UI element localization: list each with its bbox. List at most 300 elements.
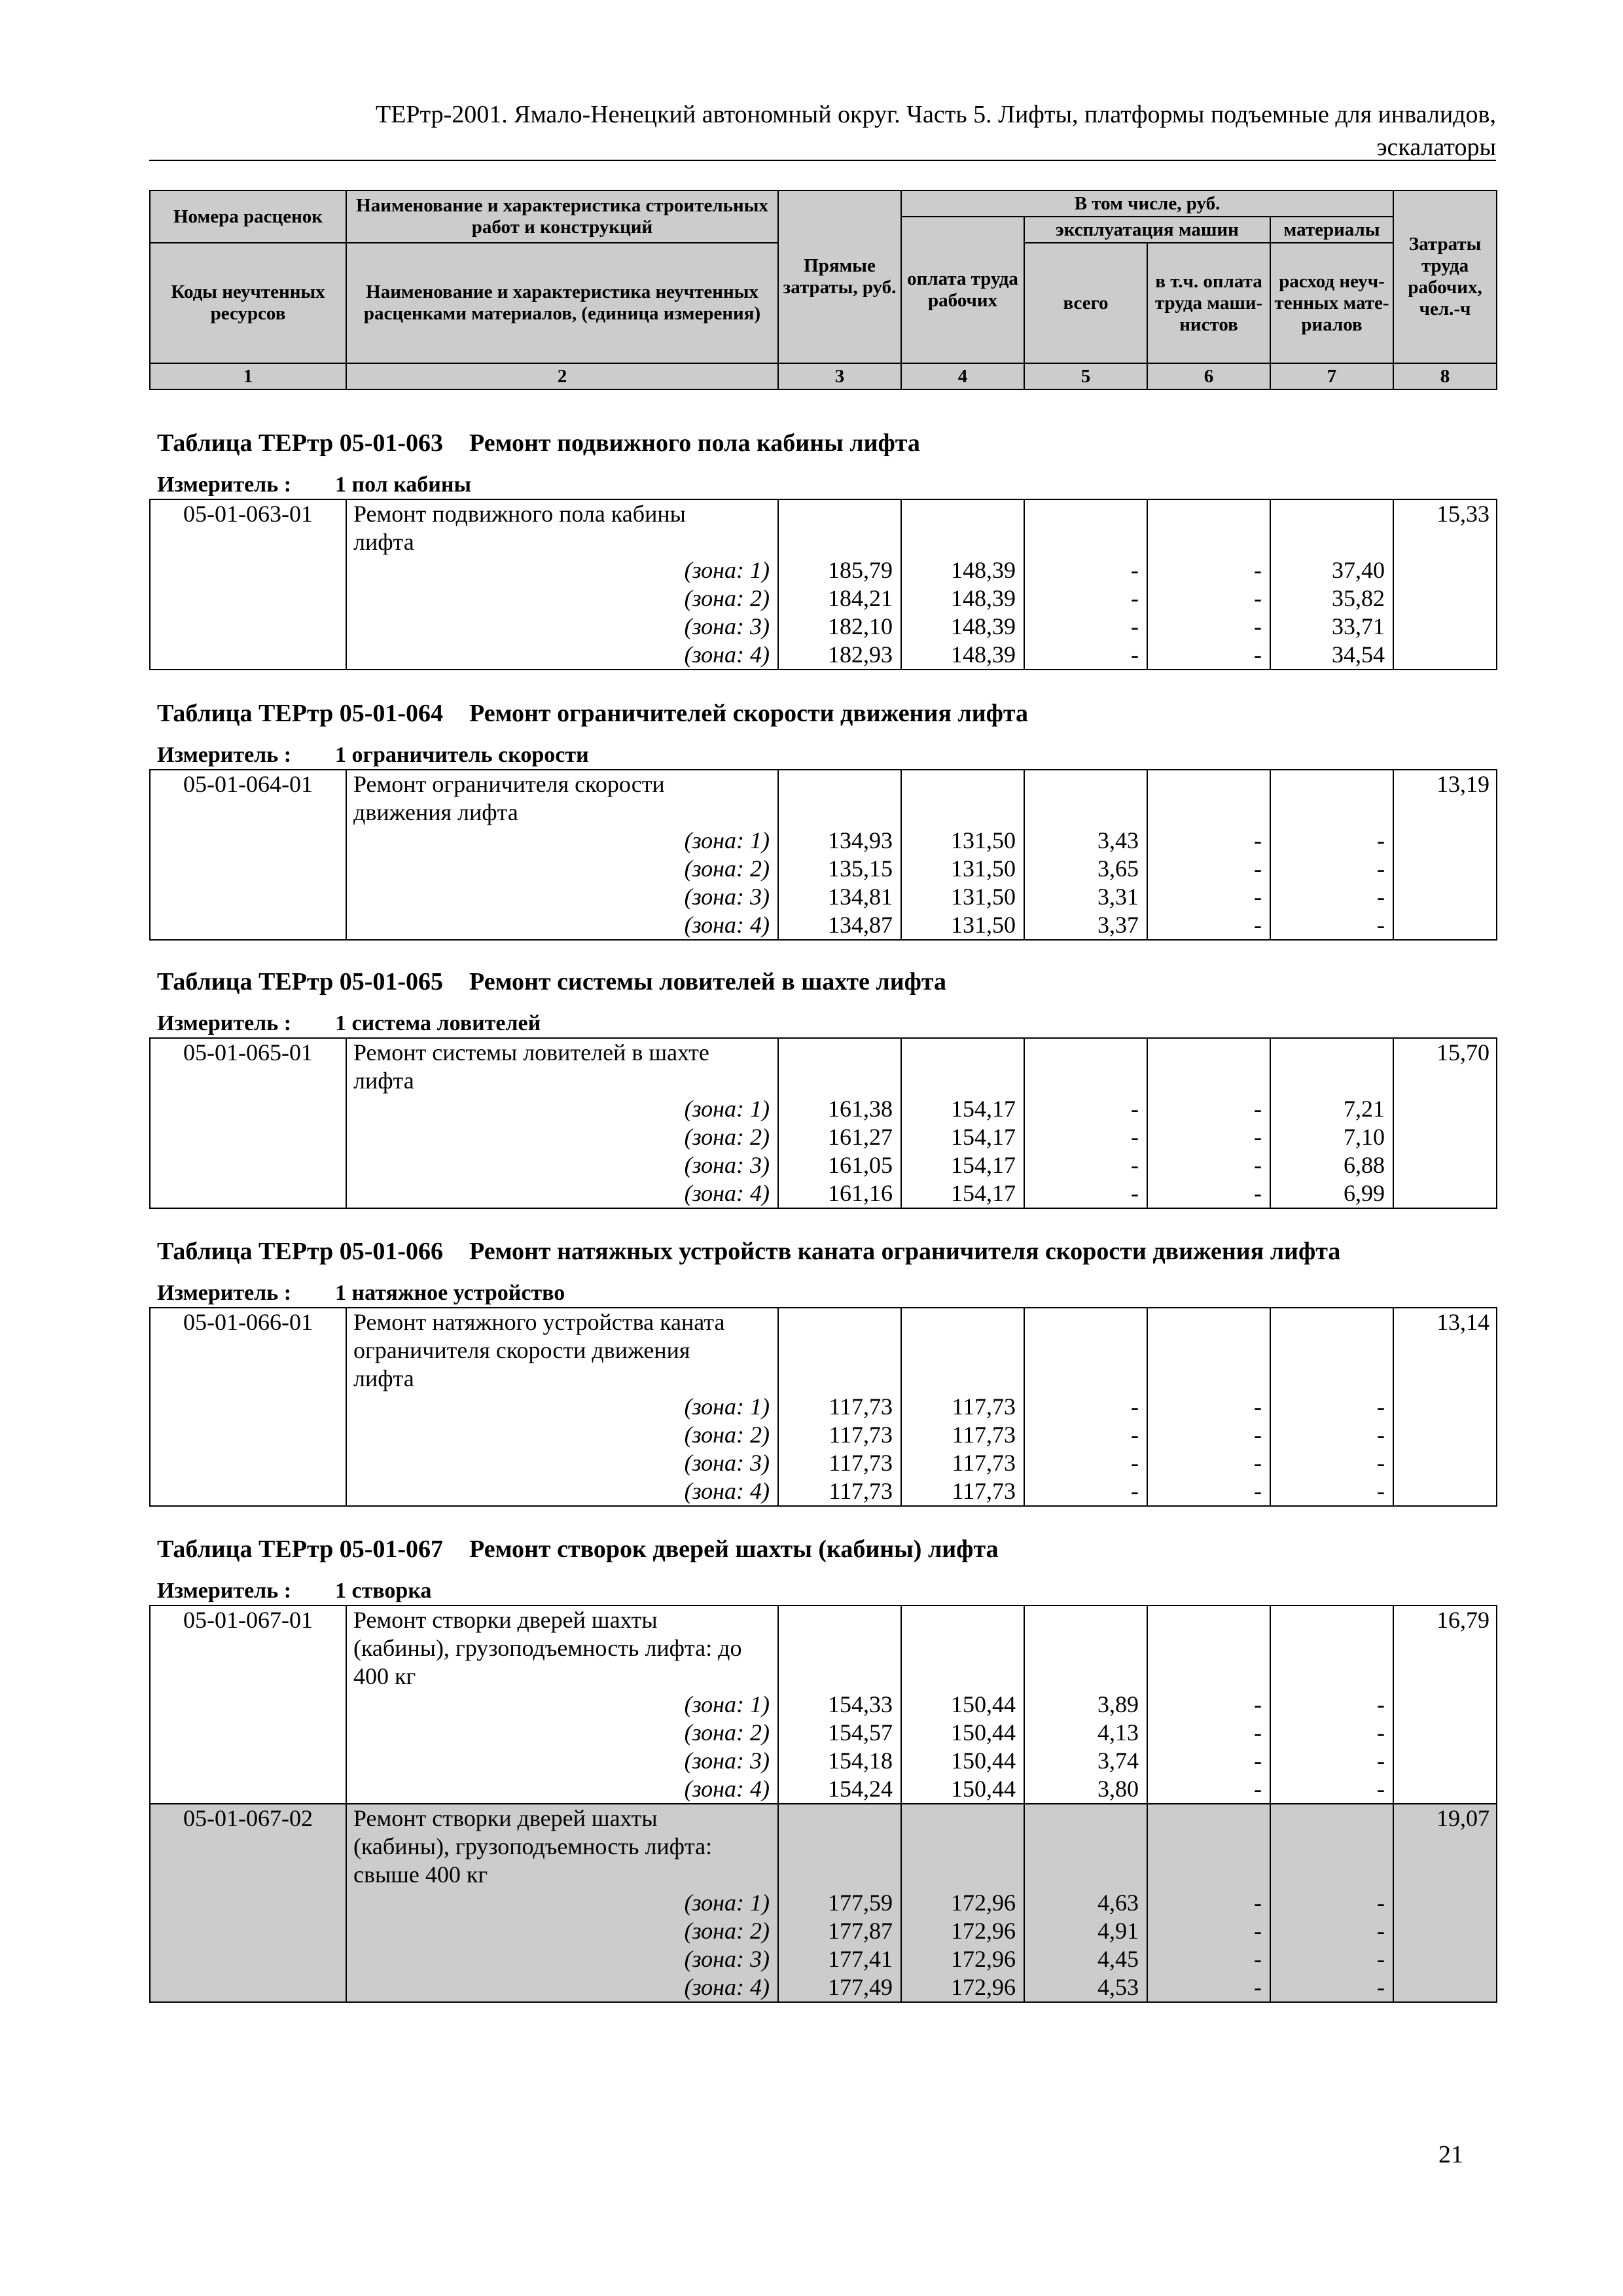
cost-value: -: [1270, 827, 1393, 855]
empty-cell: [778, 528, 901, 556]
table-row: [150, 1747, 1497, 1775]
cost-value: -: [1147, 1945, 1270, 1973]
measurer: [157, 1011, 541, 1036]
header-rule: [149, 160, 1496, 161]
empty-cell: [1147, 1804, 1270, 1833]
empty-cell: [1024, 1038, 1147, 1067]
measurer: [157, 743, 589, 768]
zone-label: (зона: 4): [346, 911, 778, 940]
cost-value: -: [1147, 1917, 1270, 1945]
empty-cell: [150, 1067, 346, 1095]
table-code: Таблица ТЕРтр 05-01-065: [157, 968, 444, 996]
empty-cell: [1393, 1973, 1497, 2002]
empty-cell: [901, 798, 1024, 827]
cost-value: -: [1147, 1151, 1270, 1179]
empty-cell: [1270, 1308, 1393, 1336]
cost-value: -: [1270, 1393, 1393, 1421]
empty-cell: [1270, 1605, 1393, 1634]
cost-value: 148,39: [901, 556, 1024, 584]
empty-cell: [150, 613, 346, 641]
cost-value: 161,38: [778, 1095, 901, 1123]
cost-value: 117,73: [778, 1393, 901, 1421]
cost-value: 177,87: [778, 1917, 901, 1945]
cost-value: -: [1270, 1747, 1393, 1775]
empty-cell: [150, 1945, 346, 1973]
rate-table: [149, 499, 1497, 670]
empty-cell: [1024, 1861, 1147, 1889]
zone-label: (зона: 1): [346, 1393, 778, 1421]
cost-value: -: [1270, 1917, 1393, 1945]
empty-cell: [1270, 1833, 1393, 1861]
empty-cell: [901, 1861, 1024, 1889]
empty-cell: [1147, 1067, 1270, 1095]
cost-value: 148,39: [901, 641, 1024, 670]
cost-value: 134,93: [778, 827, 901, 855]
labor-value: 16,79: [1393, 1605, 1497, 1634]
table-row: [150, 528, 1497, 556]
hdr-col-number: 2: [346, 363, 778, 389]
empty-cell: [1024, 1605, 1147, 1634]
empty-cell: [901, 1662, 1024, 1691]
cost-value: 182,10: [778, 613, 901, 641]
empty-cell: [1393, 1889, 1497, 1917]
measurer-value: 1 натяжное устройство: [335, 1281, 565, 1305]
empty-cell: [1393, 883, 1497, 911]
cost-value: -: [1147, 556, 1270, 584]
cost-value: 4,63: [1024, 1889, 1147, 1917]
empty-cell: [778, 1662, 901, 1691]
rate-code: 05-01-065-01: [150, 1038, 346, 1067]
cost-value: -: [1147, 1393, 1270, 1421]
empty-cell: [1024, 798, 1147, 827]
empty-cell: [150, 1719, 346, 1747]
table-row: [150, 1973, 1497, 2002]
table-row: [150, 1662, 1497, 1691]
cost-value: 184,21: [778, 584, 901, 613]
hdr-col-number: 8: [1393, 363, 1497, 389]
rate-code: 05-01-067-01: [150, 1605, 346, 1634]
page-header: [149, 98, 1496, 164]
empty-cell: [1270, 1861, 1393, 1889]
empty-cell: [1147, 1308, 1270, 1336]
empty-cell: [1270, 1038, 1393, 1067]
empty-cell: [150, 1179, 346, 1208]
empty-cell: [1393, 613, 1497, 641]
empty-cell: [1393, 1691, 1497, 1719]
cost-value: -: [1147, 911, 1270, 940]
cost-value: -: [1024, 1123, 1147, 1151]
cost-value: 3,31: [1024, 883, 1147, 911]
table-title: [157, 1237, 1340, 1266]
rate-code: 05-01-066-01: [150, 1308, 346, 1336]
empty-cell: [1393, 1336, 1497, 1365]
cost-value: 148,39: [901, 613, 1024, 641]
table-row: [150, 855, 1497, 883]
zone-label: (зона: 4): [346, 641, 778, 670]
zone-label: (зона: 3): [346, 1945, 778, 1973]
cost-value: -: [1270, 1945, 1393, 1973]
empty-cell: [1270, 1662, 1393, 1691]
empty-cell: [1393, 1634, 1497, 1662]
cost-value: 117,73: [778, 1449, 901, 1477]
cost-value: 6,88: [1270, 1151, 1393, 1179]
empty-cell: [150, 798, 346, 827]
hdr-direct-costs: Прямые затраты, руб.: [778, 190, 901, 363]
measurer-value: 1 система ловителей: [335, 1011, 541, 1035]
rate-table: [149, 1307, 1497, 1507]
empty-cell: [901, 1365, 1024, 1393]
empty-cell: [1024, 1067, 1147, 1095]
table-row: [150, 827, 1497, 855]
rate-name-line: (кабины), грузоподъемность лифта:: [346, 1833, 778, 1861]
cost-value: 37,40: [1270, 556, 1393, 584]
cost-value: -: [1147, 1449, 1270, 1477]
cost-value: 117,73: [901, 1477, 1024, 1506]
cost-value: 154,33: [778, 1691, 901, 1719]
cost-value: 3,37: [1024, 911, 1147, 940]
empty-cell: [778, 1634, 901, 1662]
cost-value: 182,93: [778, 641, 901, 670]
empty-cell: [778, 1038, 901, 1067]
cost-value: 131,50: [901, 827, 1024, 855]
empty-cell: [150, 1833, 346, 1861]
empty-cell: [1147, 1038, 1270, 1067]
cost-value: -: [1024, 584, 1147, 613]
empty-cell: [150, 1095, 346, 1123]
measurer-label: Измеритель :: [157, 473, 292, 497]
empty-cell: [1024, 1804, 1147, 1833]
zone-label: (зона: 1): [346, 1691, 778, 1719]
table-row: [150, 499, 1497, 528]
empty-cell: [1147, 1861, 1270, 1889]
cost-value: -: [1024, 613, 1147, 641]
empty-cell: [150, 1151, 346, 1179]
table-row: [150, 1691, 1497, 1719]
measurer: [157, 473, 472, 497]
empty-cell: [1393, 1179, 1497, 1208]
column-header-table: [149, 190, 1497, 390]
zone-label: (зона: 2): [346, 1123, 778, 1151]
measurer: [157, 1579, 432, 1604]
cost-value: -: [1024, 641, 1147, 670]
zone-label: (зона: 3): [346, 613, 778, 641]
cost-value: -: [1270, 1719, 1393, 1747]
zone-label: (зона: 3): [346, 883, 778, 911]
page-number: 21: [1438, 2141, 1463, 2168]
cost-value: -: [1147, 1123, 1270, 1151]
table-row: [150, 1393, 1497, 1421]
cost-value: -: [1024, 1421, 1147, 1449]
cost-value: -: [1147, 1889, 1270, 1917]
cost-value: 6,99: [1270, 1179, 1393, 1208]
zone-label: (зона: 4): [346, 1775, 778, 1804]
measurer-value: 1 пол кабины: [335, 473, 472, 497]
cost-value: 33,71: [1270, 613, 1393, 641]
cost-value: -: [1147, 883, 1270, 911]
empty-cell: [901, 1833, 1024, 1861]
table-row: [150, 1719, 1497, 1747]
zone-label: (зона: 3): [346, 1151, 778, 1179]
empty-cell: [1147, 1662, 1270, 1691]
empty-cell: [1393, 1123, 1497, 1151]
table-code: Таблица ТЕРтр 05-01-066: [157, 1238, 444, 1265]
hdr-labor: Затраты труда рабочих, чел.-ч: [1393, 190, 1497, 363]
empty-cell: [150, 641, 346, 670]
empty-cell: [1393, 584, 1497, 613]
measurer: [157, 1281, 565, 1306]
labor-value: 13,19: [1393, 770, 1497, 798]
rate-name-line: Ремонт подвижного пола кабины: [346, 499, 778, 528]
empty-cell: [150, 827, 346, 855]
cost-value: 150,44: [901, 1691, 1024, 1719]
empty-cell: [778, 1336, 901, 1365]
measurer-value: 1 ограничитель скорости: [335, 743, 589, 767]
cost-value: -: [1024, 1151, 1147, 1179]
empty-cell: [1393, 1917, 1497, 1945]
empty-cell: [150, 1449, 346, 1477]
empty-cell: [778, 1833, 901, 1861]
table-row: [150, 911, 1497, 940]
empty-cell: [1270, 1365, 1393, 1393]
cost-value: -: [1270, 1477, 1393, 1506]
empty-cell: [1147, 1833, 1270, 1861]
hdr-col-number: 1: [150, 363, 346, 389]
measurer-label: Измеритель :: [157, 1281, 292, 1305]
zone-label: (зона: 2): [346, 1917, 778, 1945]
rate-name-line: (кабины), грузоподъемность лифта: до: [346, 1634, 778, 1662]
empty-cell: [1147, 528, 1270, 556]
empty-cell: [1393, 1477, 1497, 1506]
measurer-label: Измеритель :: [157, 1011, 292, 1035]
rate-name-line: движения лифта: [346, 798, 778, 827]
empty-cell: [1147, 1605, 1270, 1634]
hdr-col-number: 5: [1024, 363, 1147, 389]
table-row: [150, 613, 1497, 641]
cost-value: 117,73: [901, 1421, 1024, 1449]
hdr-col-number: 7: [1270, 363, 1393, 389]
empty-cell: [150, 1917, 346, 1945]
empty-cell: [1270, 798, 1393, 827]
cost-value: -: [1270, 883, 1393, 911]
empty-cell: [1024, 1662, 1147, 1691]
cost-value: -: [1147, 613, 1270, 641]
empty-cell: [150, 1775, 346, 1804]
empty-cell: [1393, 641, 1497, 670]
table-title: [157, 967, 946, 996]
empty-cell: [150, 528, 346, 556]
zone-label: (зона: 3): [346, 1449, 778, 1477]
cost-value: -: [1147, 1477, 1270, 1506]
table-name: Ремонт натяжных устройств каната ограничителя скорости движения лифта: [469, 1238, 1341, 1265]
empty-cell: [901, 1067, 1024, 1095]
empty-cell: [1270, 1067, 1393, 1095]
hdr-workers-pay: оплата труда рабочих: [901, 217, 1024, 363]
labor-value: 15,33: [1393, 499, 1497, 528]
empty-cell: [1393, 528, 1497, 556]
zone-label: (зона: 4): [346, 1477, 778, 1506]
hdr-col-number: 4: [901, 363, 1024, 389]
cost-value: 154,18: [778, 1747, 901, 1775]
rate-table: [149, 1605, 1497, 2003]
zone-label: (зона: 2): [346, 855, 778, 883]
table-row: [150, 1861, 1497, 1889]
cost-value: 154,57: [778, 1719, 901, 1747]
empty-cell: [1024, 528, 1147, 556]
cost-value: -: [1270, 1973, 1393, 2002]
rate-name-line: лифта: [346, 528, 778, 556]
empty-cell: [1270, 528, 1393, 556]
cost-value: -: [1147, 1691, 1270, 1719]
hdr-materials: материалы: [1270, 217, 1393, 243]
cost-value: 177,49: [778, 1973, 901, 2002]
rate-name-line: свыше 400 кг: [346, 1861, 778, 1889]
hdr-col-number: 3: [778, 363, 901, 389]
empty-cell: [1393, 1833, 1497, 1861]
labor-value: 19,07: [1393, 1804, 1497, 1833]
empty-cell: [901, 1605, 1024, 1634]
empty-cell: [1393, 855, 1497, 883]
empty-cell: [150, 1336, 346, 1365]
cost-value: -: [1270, 855, 1393, 883]
empty-cell: [150, 1861, 346, 1889]
cost-value: 154,17: [901, 1123, 1024, 1151]
hdr-material-use: расход неуч-тенных мате-риалов: [1270, 243, 1393, 363]
empty-cell: [778, 499, 901, 528]
rate-name-line: лифта: [346, 1365, 778, 1393]
empty-cell: [1393, 827, 1497, 855]
cost-value: -: [1147, 1719, 1270, 1747]
cost-value: -: [1270, 1775, 1393, 1804]
cost-value: 161,16: [778, 1179, 901, 1208]
empty-cell: [1024, 1634, 1147, 1662]
empty-cell: [1393, 1719, 1497, 1747]
cost-value: 172,96: [901, 1973, 1024, 2002]
table-row: [150, 584, 1497, 613]
cost-value: 172,96: [901, 1917, 1024, 1945]
empty-cell: [778, 770, 901, 798]
cost-value: -: [1024, 1477, 1147, 1506]
cost-value: 185,79: [778, 556, 901, 584]
zone-label: (зона: 1): [346, 1889, 778, 1917]
empty-cell: [150, 1634, 346, 1662]
cost-value: 7,21: [1270, 1095, 1393, 1123]
table-row: [150, 556, 1497, 584]
empty-cell: [1147, 798, 1270, 827]
cost-value: -: [1024, 1393, 1147, 1421]
measurer-label: Измеритель :: [157, 743, 292, 767]
cost-value: -: [1147, 1747, 1270, 1775]
table-row: [150, 1421, 1497, 1449]
empty-cell: [150, 883, 346, 911]
table-row: [150, 883, 1497, 911]
table-row: [150, 1605, 1497, 1634]
rate-name-line: Ремонт натяжного устройства каната: [346, 1308, 778, 1336]
cost-value: 4,53: [1024, 1973, 1147, 2002]
table-code: Таблица ТЕРтр 05-01-063: [157, 429, 444, 457]
cost-value: -: [1270, 1691, 1393, 1719]
empty-cell: [1393, 1151, 1497, 1179]
cost-value: 150,44: [901, 1775, 1024, 1804]
empty-cell: [150, 855, 346, 883]
cost-value: -: [1270, 911, 1393, 940]
empty-cell: [1393, 1861, 1497, 1889]
table-row: [150, 1945, 1497, 1973]
empty-cell: [901, 1336, 1024, 1365]
labor-value: 13,14: [1393, 1308, 1497, 1336]
rate-code: 05-01-067-02: [150, 1804, 346, 1833]
rate-name-line: Ремонт створки дверей шахты: [346, 1804, 778, 1833]
cost-value: -: [1270, 1889, 1393, 1917]
cost-value: 3,74: [1024, 1747, 1147, 1775]
header-line-2: эскалаторы: [1376, 134, 1496, 161]
table-name: Ремонт ограничителей скорости движения лифта: [469, 700, 1029, 727]
table-row: [150, 770, 1497, 798]
table-row: [150, 1308, 1497, 1336]
empty-cell: [150, 1973, 346, 2002]
table-row: [150, 1067, 1497, 1095]
empty-cell: [150, 1662, 346, 1691]
cost-value: 3,43: [1024, 827, 1147, 855]
zone-label: (зона: 4): [346, 1973, 778, 2002]
empty-cell: [1393, 1775, 1497, 1804]
empty-cell: [1147, 770, 1270, 798]
cost-value: 154,17: [901, 1151, 1024, 1179]
rate-name-line: лифта: [346, 1067, 778, 1095]
empty-cell: [150, 1889, 346, 1917]
hdr-machines: эксплуатация машин: [1024, 217, 1270, 243]
empty-cell: [778, 1861, 901, 1889]
zone-label: (зона: 2): [346, 1421, 778, 1449]
rate-table: [149, 769, 1497, 941]
rate-name-line: Ремонт створки дверей шахты: [346, 1605, 778, 1634]
table-name: Ремонт створок дверей шахты (кабины) лифта: [469, 1535, 999, 1563]
cost-value: 154,24: [778, 1775, 901, 1804]
empty-cell: [150, 1123, 346, 1151]
empty-cell: [1147, 499, 1270, 528]
empty-cell: [1393, 1393, 1497, 1421]
table-row: [150, 1775, 1497, 1804]
empty-cell: [1393, 1449, 1497, 1477]
empty-cell: [150, 1421, 346, 1449]
table-title: [157, 429, 920, 457]
empty-cell: [778, 1308, 901, 1336]
hdr-incl: В том числе, руб.: [901, 190, 1393, 217]
empty-cell: [778, 1067, 901, 1095]
empty-cell: [150, 1393, 346, 1421]
empty-cell: [1270, 499, 1393, 528]
cost-value: -: [1147, 1973, 1270, 2002]
empty-cell: [1024, 1308, 1147, 1336]
cost-value: 7,10: [1270, 1123, 1393, 1151]
rate-name-line: ограничителя скорости движения: [346, 1336, 778, 1365]
empty-cell: [150, 584, 346, 613]
empty-cell: [1147, 1634, 1270, 1662]
empty-cell: [1270, 1804, 1393, 1833]
cost-value: -: [1024, 1095, 1147, 1123]
table-row: [150, 1095, 1497, 1123]
table-row: [150, 1151, 1497, 1179]
table-name: Ремонт подвижного пола кабины лифта: [469, 429, 920, 457]
table-row: [150, 1365, 1497, 1393]
cost-value: 154,17: [901, 1095, 1024, 1123]
table-code: Таблица ТЕРтр 05-01-064: [157, 700, 444, 727]
empty-cell: [1393, 1421, 1497, 1449]
empty-cell: [778, 798, 901, 827]
empty-cell: [1147, 1365, 1270, 1393]
table-row: [150, 1123, 1497, 1151]
cost-value: 3,80: [1024, 1775, 1147, 1804]
zone-label: (зона: 1): [346, 1095, 778, 1123]
